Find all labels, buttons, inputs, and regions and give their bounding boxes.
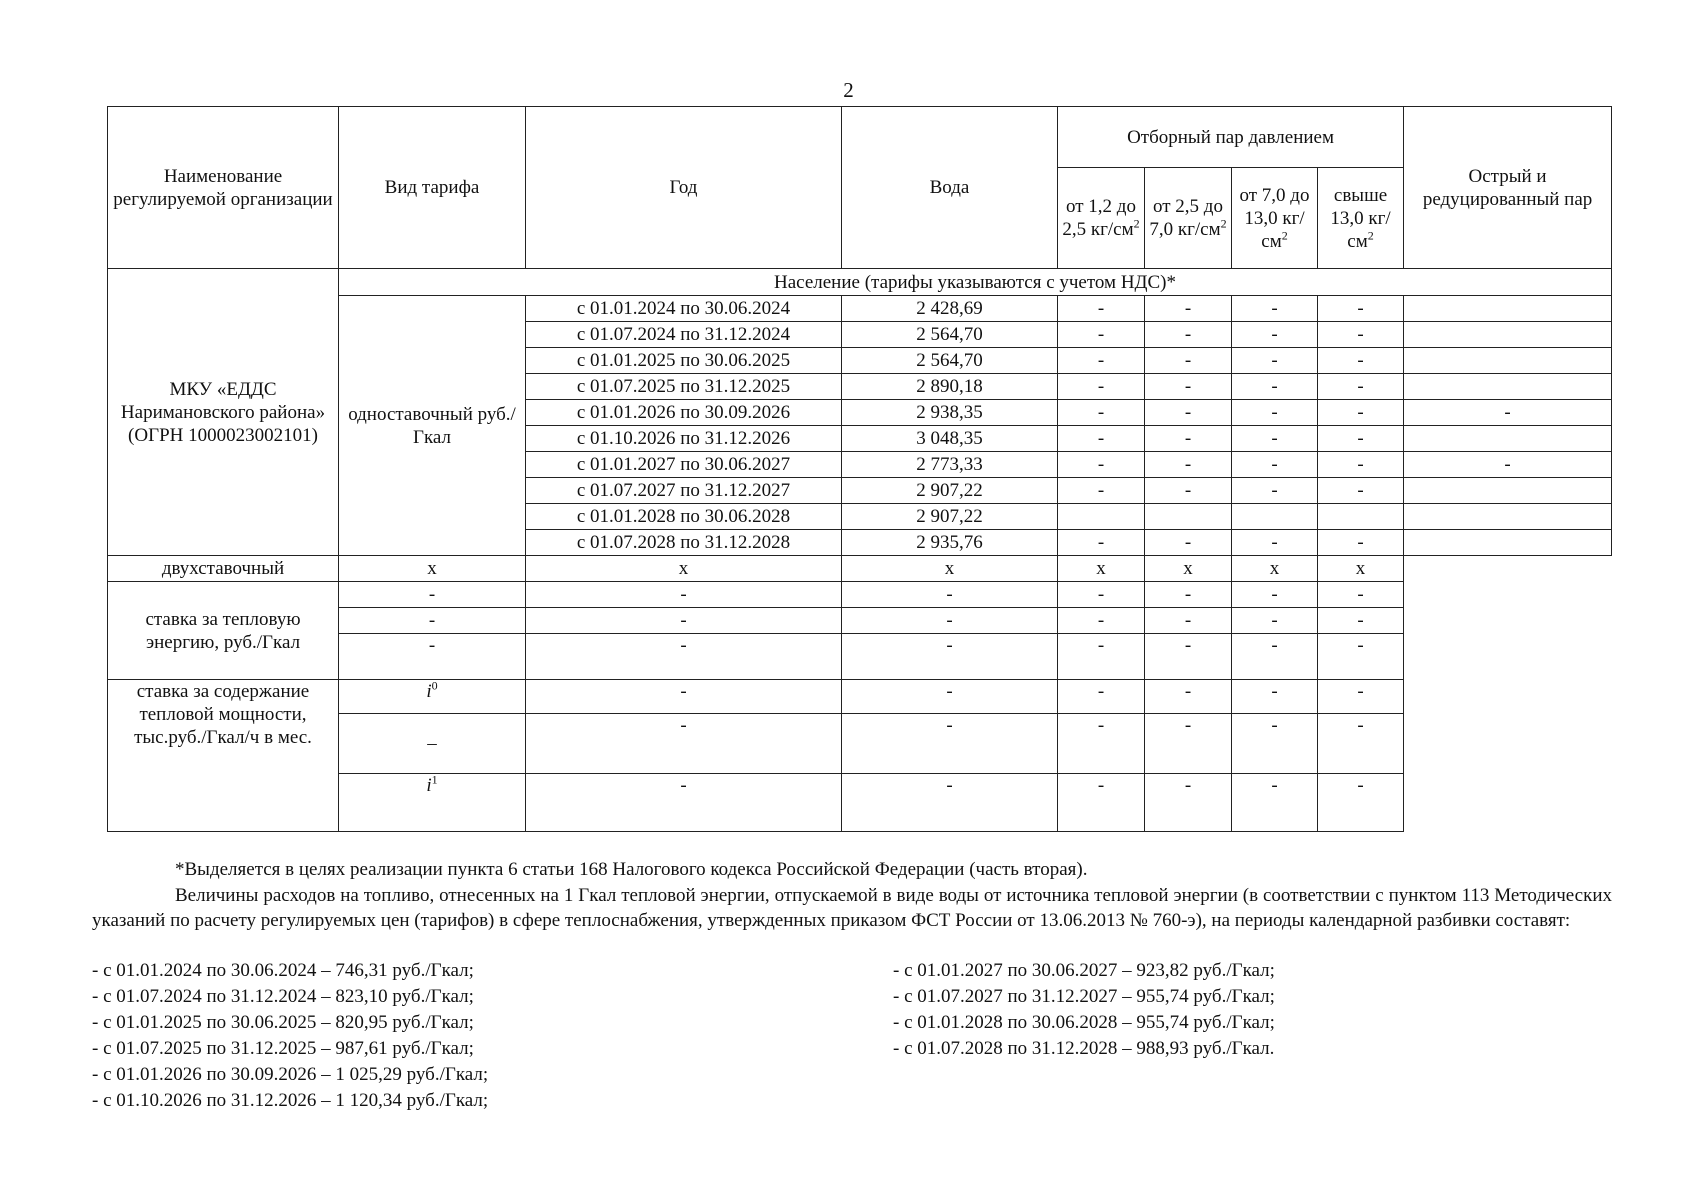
long-dash-cell: – — [339, 714, 526, 774]
water-value-cell: 2 773,33 — [842, 452, 1058, 478]
dash-cell: - — [1145, 774, 1232, 832]
dash-cell: - — [1058, 774, 1145, 832]
dash-cell: - — [1058, 634, 1145, 680]
water-value-cell: 2 428,69 — [842, 296, 1058, 322]
water-value-cell: 2 564,70 — [842, 322, 1058, 348]
water-value-cell: 2 938,35 — [842, 400, 1058, 426]
dash-cell: - — [526, 714, 842, 774]
period-cell: с 01.10.2026 по 31.12.2026 — [526, 426, 842, 452]
water-value-cell: 2 564,70 — [842, 348, 1058, 374]
steam-value-cell: - — [1404, 452, 1612, 478]
dash-cell: - — [526, 680, 842, 714]
header-year: Год — [526, 107, 842, 269]
header-tariff-type: Вид тарифа — [339, 107, 526, 269]
sup-2: 2 — [1133, 216, 1140, 231]
capacity-year-i0 — [339, 680, 526, 714]
steam-value-cell: - — [1058, 296, 1145, 322]
steam-value-cell: - — [1232, 322, 1318, 348]
dash-cell: - — [1232, 582, 1318, 608]
dash-cell: - — [842, 680, 1058, 714]
water-value-cell: 3 048,35 — [842, 426, 1058, 452]
fuel-list-item: - с 01.07.2025 по 31.12.2025 – 987,61 руб./Гкал; — [92, 1038, 474, 1059]
fuel-paragraph: Величины расходов на топливо, отнесенных на 1 Гкал тепловой энергии, отпускаемой в виде воды от источника тепловой энергии (в соответствии с пунктом 113 Методических указаний по расчету регулируемых цен (тарифов) в сфере теплоснабжения, утвержденных приказом ФСТ России от 13.06.2013 № 760-э), на периоды календарной разбивки составят: — [92, 885, 1612, 931]
dash-cell: - — [526, 774, 842, 832]
header-steam-group: Отборный пар давлением — [1058, 107, 1404, 168]
steam-value-cell — [1318, 504, 1404, 530]
dash-cell: - — [339, 634, 526, 680]
period-cell: с 01.01.2024 по 30.06.2024 — [526, 296, 842, 322]
fuel-list-item: - с 01.10.2026 по 31.12.2026 – 1 120,34 руб./Гкал; — [92, 1090, 489, 1111]
steam-value-cell: - — [1145, 478, 1232, 504]
steam-value-cell: - — [1404, 400, 1612, 426]
steam-value-cell — [1404, 374, 1612, 400]
steam-value-cell — [1404, 322, 1612, 348]
steam-value-cell — [1404, 348, 1612, 374]
dash-cell: - — [339, 582, 526, 608]
dash-cell: - — [1318, 714, 1404, 774]
dash-cell: - — [526, 582, 842, 608]
steam-value-cell: - — [1318, 426, 1404, 452]
steam-value-cell: - — [1058, 400, 1145, 426]
fuel-list-right — [893, 958, 1275, 1062]
water-value-cell: 2 890,18 — [842, 374, 1058, 400]
steam-value-cell: - — [1232, 374, 1318, 400]
dash-cell: - — [1145, 680, 1232, 714]
header-sharp-steam: Острый и редуцированный пар — [1404, 107, 1612, 269]
steam-value-cell: - — [1145, 374, 1232, 400]
steam-value-cell: - — [1145, 296, 1232, 322]
heat-rate-row-1 — [108, 582, 1612, 608]
two-rate-s3: x — [1145, 556, 1232, 582]
header-steam-3-text: от 7,0 до 13,0 кг/см — [1239, 184, 1310, 252]
steam-value-cell — [1404, 478, 1612, 504]
fuel-list-item: - с 01.07.2027 по 31.12.2027 – 955,74 руб./Гкал; — [893, 986, 1275, 1007]
fuel-list-item: - с 01.01.2026 по 30.09.2026 – 1 025,29 руб./Гкал; — [92, 1064, 489, 1085]
header-steam-4 — [1318, 168, 1404, 269]
period-cell: с 01.01.2027 по 30.06.2027 — [526, 452, 842, 478]
dash-cell: - — [1058, 680, 1145, 714]
dash-cell: - — [1145, 582, 1232, 608]
period-cell: с 01.01.2028 по 30.06.2028 — [526, 504, 842, 530]
sup-2: 2 — [1220, 216, 1227, 231]
steam-value-cell: - — [1058, 530, 1145, 556]
fuel-list-item: - с 01.07.2028 по 31.12.2028 – 988,93 руб./Гкал. — [893, 1038, 1275, 1059]
capacity-rate-row-1 — [108, 680, 1612, 714]
sup-0: 0 — [431, 678, 438, 693]
two-rate-label: двухставочный — [108, 556, 339, 582]
water-value-cell: 2 907,22 — [842, 504, 1058, 530]
dash-cell: - — [339, 608, 526, 634]
dash-cell: - — [1232, 714, 1318, 774]
steam-value-cell: - — [1058, 322, 1145, 348]
steam-value-cell: - — [1318, 348, 1404, 374]
dash-cell: - — [1232, 680, 1318, 714]
dash-cell: - — [1145, 714, 1232, 774]
period-cell: с 01.07.2025 по 31.12.2025 — [526, 374, 842, 400]
steam-value-cell: - — [1145, 348, 1232, 374]
steam-value-cell — [1404, 296, 1612, 322]
heat-rate-label: ставка за тепловую энергию, руб./Гкал — [108, 582, 339, 680]
sup-2: 2 — [1281, 228, 1288, 243]
capacity-year-i1 — [339, 774, 526, 832]
steam-value-cell: - — [1318, 452, 1404, 478]
steam-value-cell: - — [1232, 530, 1318, 556]
two-rate-row — [108, 556, 1612, 582]
steam-value-cell — [1232, 504, 1318, 530]
period-cell: с 01.07.2024 по 31.12.2024 — [526, 322, 842, 348]
header-steam-2 — [1145, 168, 1232, 269]
steam-value-cell: - — [1318, 478, 1404, 504]
section-title: Население (тарифы указываются с учетом НДС)* — [339, 269, 1612, 296]
dash-cell: - — [842, 714, 1058, 774]
steam-value-cell: - — [1145, 530, 1232, 556]
steam-value-cell: - — [1058, 452, 1145, 478]
steam-value-cell — [1145, 504, 1232, 530]
two-rate-water: x — [526, 556, 842, 582]
dash-cell: - — [1058, 714, 1145, 774]
steam-value-cell: - — [1058, 478, 1145, 504]
i-symbol: i — [426, 775, 432, 796]
fuel-list-item: - с 01.01.2027 по 30.06.2027 – 923,82 руб./Гкал; — [893, 960, 1275, 981]
sup-1: 1 — [431, 772, 438, 787]
two-rate-year: x — [339, 556, 526, 582]
dash-cell: - — [1318, 608, 1404, 634]
two-rate-sharp: x — [1318, 556, 1404, 582]
dash-cell: - — [842, 774, 1058, 832]
dash-cell: - — [1318, 774, 1404, 832]
steam-value-cell: - — [1232, 426, 1318, 452]
steam-value-cell: - — [1318, 400, 1404, 426]
dash-cell: - — [1145, 634, 1232, 680]
steam-value-cell: - — [1145, 426, 1232, 452]
fuel-list-item: - с 01.07.2024 по 31.12.2024 – 823,10 руб./Гкал; — [92, 986, 474, 1007]
period-cell: с 01.01.2025 по 30.06.2025 — [526, 348, 842, 374]
dash-cell: - — [1145, 608, 1232, 634]
steam-value-cell: - — [1145, 452, 1232, 478]
steam-value-cell — [1404, 504, 1612, 530]
steam-value-cell: - — [1318, 322, 1404, 348]
dash-cell: - — [1318, 680, 1404, 714]
capacity-rate-label: ставка за содержание тепловой мощности, тыс.руб./Гкал/ч в мес. — [108, 680, 339, 832]
header-steam-4-text: свыше 13,0 кг/см — [1330, 184, 1391, 252]
water-value-cell: 2 935,76 — [842, 530, 1058, 556]
fuel-list-item: - с 01.01.2024 по 30.06.2024 – 746,31 руб./Гкал; — [92, 960, 474, 981]
single-rate-label: одноставочный руб./Гкал — [339, 296, 526, 556]
steam-value-cell: - — [1232, 452, 1318, 478]
header-water: Вода — [842, 107, 1058, 269]
steam-value-cell: - — [1058, 374, 1145, 400]
fuel-list-item: - с 01.01.2025 по 30.06.2025 – 820,95 руб./Гкал; — [92, 1012, 474, 1033]
dash-cell: - — [842, 634, 1058, 680]
steam-value-cell: - — [1318, 530, 1404, 556]
dash-cell: - — [1058, 582, 1145, 608]
steam-value-cell: - — [1318, 374, 1404, 400]
header-steam-1 — [1058, 168, 1145, 269]
header-org: Наименование регулируемой организации — [108, 107, 339, 269]
dash-cell: - — [842, 582, 1058, 608]
dash-cell: - — [1318, 634, 1404, 680]
steam-value-cell — [1404, 530, 1612, 556]
water-value-cell: 2 907,22 — [842, 478, 1058, 504]
steam-value-cell: - — [1058, 348, 1145, 374]
fuel-list-item: - с 01.01.2028 по 30.06.2028 – 955,74 руб./Гкал; — [893, 1012, 1275, 1033]
steam-value-cell: - — [1232, 348, 1318, 374]
steam-value-cell: - — [1058, 426, 1145, 452]
two-rate-s2: x — [1058, 556, 1145, 582]
dash-cell: - — [1232, 608, 1318, 634]
footnote: *Выделяется в целях реализации пункта 6 статьи 168 Налогового кодекса Российской Федерации (часть вторая). — [175, 859, 1088, 880]
steam-value-cell: - — [1232, 400, 1318, 426]
header-steam-2-text: от 2,5 до 7,0 кг/см — [1149, 196, 1223, 240]
i-symbol: i — [426, 681, 432, 702]
steam-value-cell — [1404, 426, 1612, 452]
steam-value-cell: - — [1145, 400, 1232, 426]
dash-cell: - — [1232, 774, 1318, 832]
two-rate-s4: x — [1232, 556, 1318, 582]
header-steam-1-text: от 1,2 до 2,5 кг/см — [1062, 196, 1136, 240]
period-cell: с 01.07.2027 по 31.12.2027 — [526, 478, 842, 504]
dash-cell: - — [526, 634, 842, 680]
dash-cell: - — [1232, 634, 1318, 680]
steam-value-cell — [1058, 504, 1145, 530]
two-rate-s1: x — [842, 556, 1058, 582]
sup-2: 2 — [1367, 228, 1374, 243]
steam-value-cell: - — [1232, 296, 1318, 322]
steam-value-cell: - — [1232, 478, 1318, 504]
period-cell: с 01.01.2026 по 30.09.2026 — [526, 400, 842, 426]
page-number: 2 — [843, 78, 854, 102]
dash-cell: - — [842, 608, 1058, 634]
dash-cell: - — [1318, 582, 1404, 608]
steam-value-cell: - — [1318, 296, 1404, 322]
org-name-cell: МКУ «ЕДДС Наримановского района» (ОГРН 1000023002101) — [108, 269, 339, 556]
steam-value-cell: - — [1145, 322, 1232, 348]
period-cell: с 01.07.2028 по 31.12.2028 — [526, 530, 842, 556]
fuel-list-left — [92, 958, 488, 1114]
dash-cell: - — [526, 608, 842, 634]
header-steam-3 — [1232, 168, 1318, 269]
dash-cell: - — [1058, 608, 1145, 634]
tariff-table — [107, 106, 1612, 832]
